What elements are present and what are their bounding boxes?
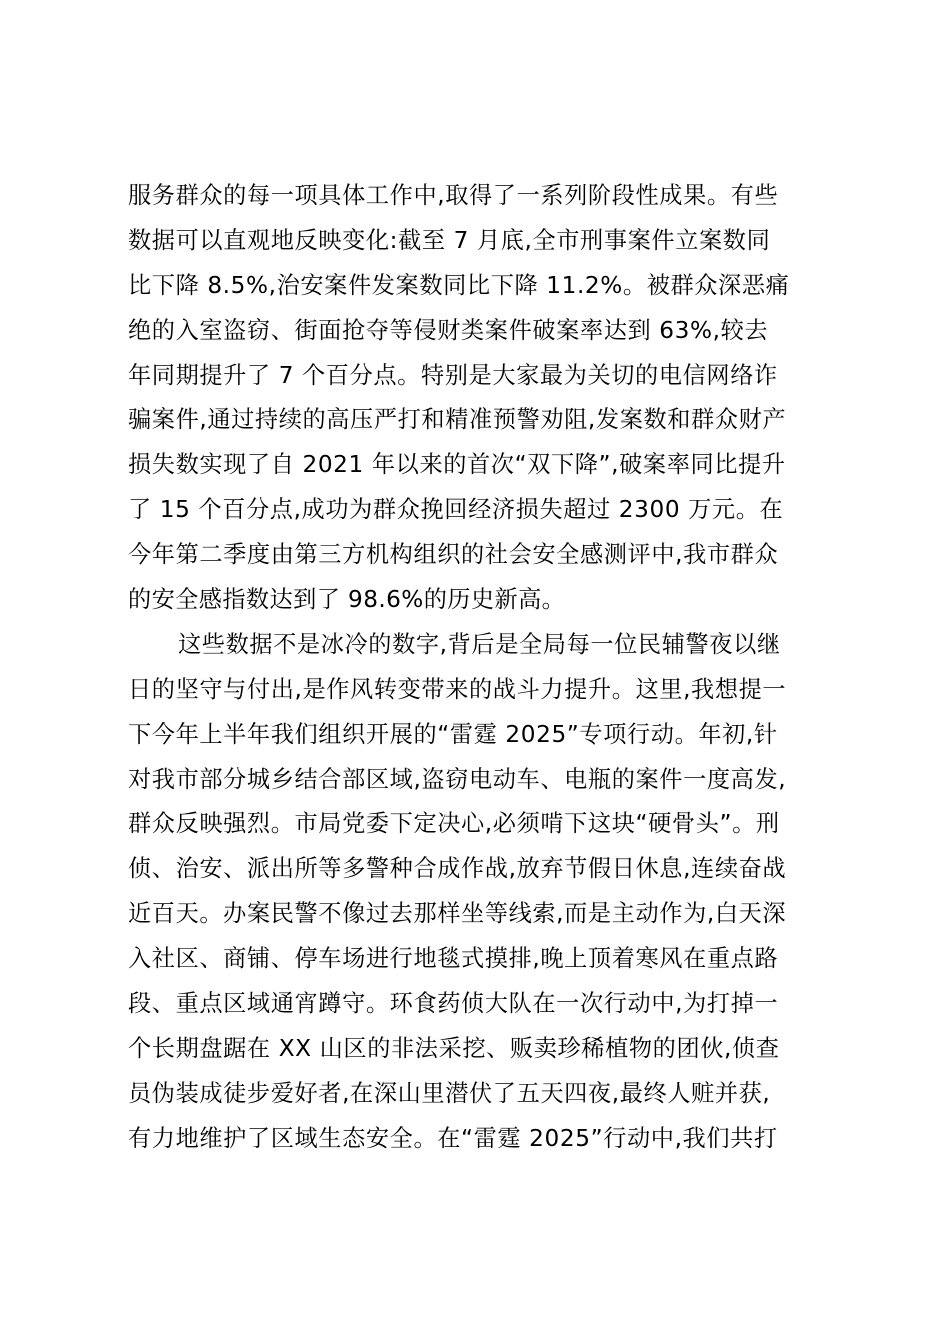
text-line: 服务群众的每一项具体工作中,取得了一系列阶段性成果。有些: [128, 182, 779, 209]
paragraph-2: [128, 623, 828, 1162]
text-line: 损失数实现了自 2021 年以来的首次“双下降”,破案率同比提升: [128, 451, 786, 479]
text-line: 数据可以直观地反映变化:截至 7 月底,全市刑事案件立案数同: [128, 226, 771, 254]
text-line: 个长期盘踞在 XX 山区的非法采挖、贩卖珍稀植物的团伙,侦查: [128, 1034, 780, 1062]
text-line: 日的坚守与付出,是作风转变带来的战斗力提升。这里,我想提一: [128, 675, 787, 703]
text-line: 员伪装成徒步爱好者,在深山里潜伏了五天四夜,最终人赃并获,: [128, 1079, 771, 1107]
text-line: 了 15 个百分点,成功为群众挽回经济损失超过 2300 万元。在: [128, 496, 784, 524]
text-line: 入社区、商铺、停车场进行地毯式摸排,晚上顶着寒风在重点路: [128, 945, 779, 973]
text-line: 侦、治安、派出所等多警种合成作战,放弃节假日休息,连续奋战: [128, 855, 787, 883]
body-text: [128, 174, 828, 1162]
text-line: 今年第二季度由第三方机构组织的社会安全感测评中,我市群众: [128, 541, 779, 569]
paragraph-1: [128, 174, 828, 623]
text-line: 对我市部分城乡结合部区域,盗窃电动车、电瓶的案件一度高发,: [128, 765, 787, 793]
text-line: 下今年上半年我们组织开展的“雷霆 2025”专项行动。年初,针: [128, 720, 778, 748]
text-line: 绝的入室盗窃、街面抢夺等侵财类案件破案率达到 63%,较去: [128, 316, 769, 344]
text-line: 比下降 8.5%,治安案件发案数同比下降 11.2%。被群众深恶痛: [128, 271, 790, 299]
text-line: 群众反映强烈。市局党委下定决心,必须啃下这块“硬骨头”。刑: [128, 810, 780, 838]
text-line: 骗案件,通过持续的高压严打和精准预警劝阻,发案数和群众财产: [128, 406, 787, 434]
text-line: 年同期提升了 7 个百分点。特别是大家最为关切的电信网络诈: [128, 361, 778, 389]
text-line: 近百天。办案民警不像过去那样坐等线索,而是主动作为,白天深: [128, 900, 787, 928]
text-line: 段、重点区域通宵蹲守。环食药侦大队在一次行动中,为打掉一: [128, 990, 779, 1018]
text-line: 有力地维护了区域生态安全。在“雷霆 2025”行动中,我们共打: [128, 1124, 778, 1152]
text-line: 的安全感指数达到了 98.6%的历史新高。: [128, 586, 566, 614]
text-line: 这些数据不是冰冷的数字,背后是全局每一位民辅警夜以继: [178, 630, 781, 658]
